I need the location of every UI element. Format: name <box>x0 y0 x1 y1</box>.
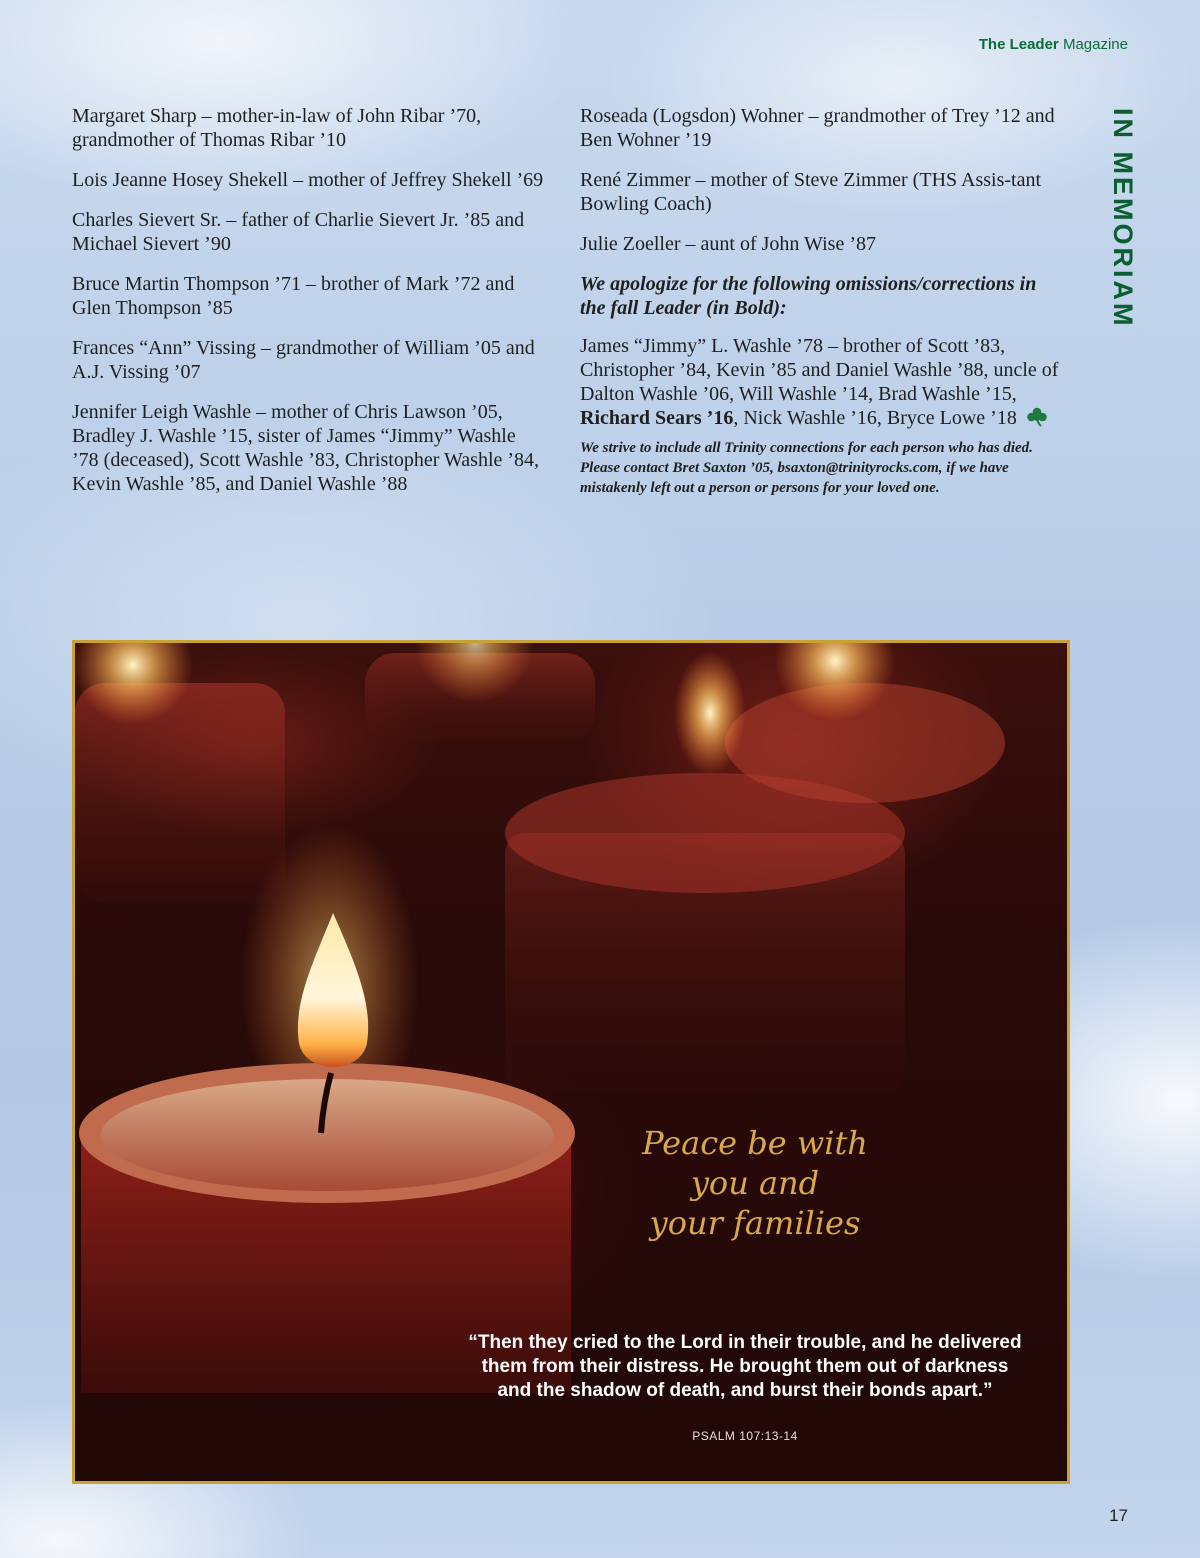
bokeh-flame <box>674 651 746 775</box>
memoriam-entry: Charles Sievert Sr. – father of Charlie Sievert Jr. ’85 and Michael Sievert ’90 <box>72 209 525 255</box>
blessing-line: your families <box>649 1204 861 1242</box>
shamrock-icon <box>1026 407 1048 427</box>
section-title: IN MEMORIAM <box>1108 108 1138 329</box>
memoriam-entry: René Zimmer – mother of Steve Zimmer (THS Assis-tant Bowling Coach) <box>580 169 1042 215</box>
memoriam-entry: Bruce Martin Thompson ’71 – brother of Mark ’72 and Glen Thompson ’85 <box>72 273 515 319</box>
disclaimer: We strive to include all Trinity connections for each person who has died. Please contact Bret Saxton ’05, bsaxton@trinityrocks.com, if we have mistakenly left out a person or persons for your loved one. <box>580 440 1033 496</box>
memoriam-entry: Roseada (Logsdon) Wohner – grandmother of Trey ’12 and Ben Wohner ’19 <box>580 105 1055 151</box>
masthead <box>979 36 1128 53</box>
corrected-name-bold: Richard Sears ’16 <box>580 407 734 429</box>
bg-candle <box>505 833 905 1093</box>
memoriam-entry: Jennifer Leigh Washle – mother of Chris Lawson ’05, Bradley J. Washle ’15, sister of James “Jimmy” Washle ’78 (deceased), Scott Washle ’83, Christopher Washle ’84, Kevin Washle ’85, and Daniel Washle ’88 <box>72 401 540 495</box>
blessing-line: you and <box>690 1164 820 1202</box>
masthead-brand: The Leader <box>978 36 1059 53</box>
blessing-text <box>635 1123 875 1243</box>
candle-photo <box>72 640 1070 1484</box>
scripture-verse: “Then they cried to the Lord in their trouble, and he delivered them from their distress. He brought them out of darkness and the shadow of death, and burst their bonds apart.” <box>468 1332 1022 1401</box>
scripture-citation: PSALM 107:13-14 <box>692 1429 798 1443</box>
memoriam-entry: Lois Jeanne Hosey Shekell – mother of Jeffrey Shekell ’69 <box>72 169 544 191</box>
left-column <box>72 104 547 512</box>
memoriam-entry: Frances “Ann” Vissing – grandmother of William ’05 and A.J. Vissing ’07 <box>72 337 535 383</box>
corrected-entry-text-end: , Nick Washle ’16, Bryce Lowe ’18 <box>733 407 1017 429</box>
section-tab <box>1102 108 1138 338</box>
blessing-line: Peace be with <box>642 1124 868 1162</box>
right-column <box>580 104 1060 513</box>
correction-notice: We apologize for the following omissions/corrections in the fall Leader (in Bold): <box>580 273 1037 319</box>
masthead-suffix: Magazine <box>1062 36 1128 53</box>
corrected-entry-text: James “Jimmy” L. Washle ’78 – brother of Scott ’83, Christopher ’84, Kevin ’85 and Daniel Washle ’88, uncle of Dalton Washle ’06, Will Washle ’14, Brad Washle ’15, <box>580 335 1059 405</box>
corrected-entry <box>580 334 1060 430</box>
memoriam-entry: Julie Zoeller – aunt of John Wise ’87 <box>580 233 876 255</box>
memoriam-entry: Margaret Sharp – mother-in-law of John Ribar ’70, grandmother of Thomas Ribar ’10 <box>72 105 482 151</box>
page-number: 17 <box>1109 1506 1128 1525</box>
